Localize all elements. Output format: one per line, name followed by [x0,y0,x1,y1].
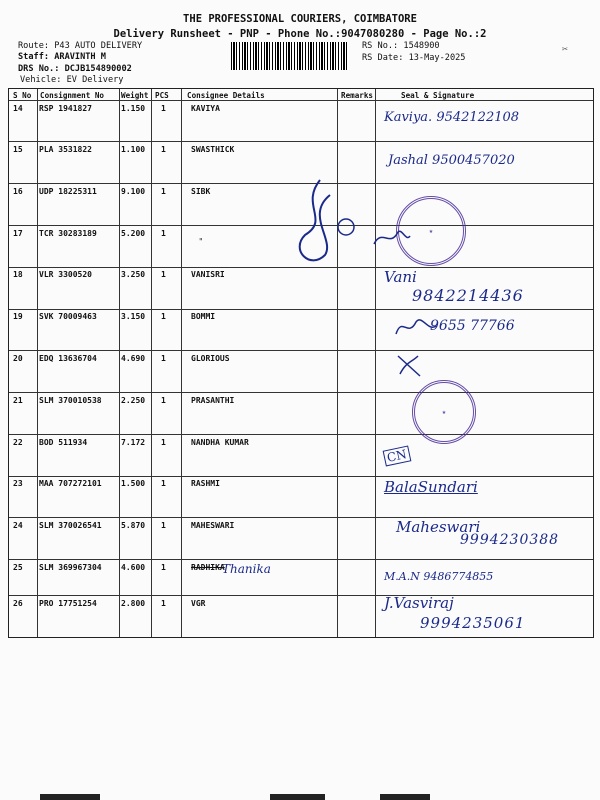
row-divider [9,392,593,393]
header-consignment: Consignment No [40,91,105,100]
row-consignment: BOD 511934 [39,438,88,447]
row-weight: 1.150 [121,104,146,113]
row-consignment: RSP 1941827 [39,104,92,113]
row-consignment: SLM 369967304 [39,563,102,572]
row-weight: 3.250 [121,270,146,279]
row-consignee: KAVIYA [191,104,220,113]
seal-stamp-icon: ★ [412,380,476,444]
row-consignee: SIBK [191,187,211,196]
header-weight: Weight [121,91,149,100]
row-consignment: PRO 17751254 [39,599,97,608]
row-consignee: NANDHA KUMAR [191,438,249,447]
row-weight: 2.800 [121,599,146,608]
row-sno: 16 [13,187,23,196]
barcode-image [231,42,349,70]
header-signature: Seal & Signature [401,91,475,100]
rs-date-label: RS Date: 13-May-2025 [362,53,466,63]
signature-row-25: M.A.N 9486774855 [384,570,494,583]
signature-row-26-name: J.Vasviraj [384,594,454,612]
signature-row-15: Jashal 9500457020 [388,153,515,168]
row-pcs: 1 [161,521,166,530]
row-weight: 7.172 [121,438,146,447]
vehicle-label: Vehicle: EV Delivery [20,75,124,85]
company-title: THE PROFESSIONAL COURIERS, COIMBATORE [183,13,417,25]
row-consignment: TCR 30283189 [39,229,97,238]
row-pcs: 1 [161,270,166,279]
signature-row-18-phone: 9842214436 [412,286,524,305]
header-divider [9,100,593,101]
route-label: Route: P43 AUTO DELIVERY [18,41,143,51]
row-consignment: VLR 3300520 [39,270,92,279]
row-divider [9,476,593,477]
signature-row-14: Kaviya. 9542122108 [384,110,520,125]
row-consignee: PRASANTHI [191,396,235,405]
row-sno: 21 [13,396,23,405]
handwritten-name-row-25: Thanika [222,562,271,576]
row-consignee: " [199,237,203,246]
column-divider [337,89,338,637]
row-pcs: 1 [161,599,166,608]
row-divider [9,517,593,518]
row-weight: 1.500 [121,479,146,488]
row-consignee: MAHESWARI [191,521,235,530]
row-sno: 22 [13,438,23,447]
row-sno: 25 [13,563,23,572]
row-sno: 19 [13,312,23,321]
column-divider [119,89,120,637]
row-pcs: 1 [161,187,166,196]
row-consignment: PLA 3531822 [39,145,92,154]
signature-row-24-phone: 9994230388 [460,532,560,548]
rs-no-label: RS No.: 1548900 [362,41,440,51]
row-divider [9,434,593,435]
row-divider [9,559,593,560]
row-sno: 26 [13,599,23,608]
row-sno: 24 [13,521,23,530]
row-weight: 5.200 [121,229,146,238]
signature-row-22: CN [383,446,411,467]
signature-row-23: BalaSundari [384,478,478,496]
row-weight: 9.100 [121,187,146,196]
header-consignee: Consignee Details [187,91,265,100]
mark-icon: ✂ [562,44,569,55]
row-consignee: GLORIOUS [191,354,230,363]
footer-mark [380,794,430,800]
row-sno: 15 [13,145,23,154]
row-pcs: 1 [161,229,166,238]
staff-label: Staff: ARAVINTH M [18,52,106,62]
signature-row-18-name: Vani [384,268,417,286]
signature-row-24-name: Maheswari [396,518,481,536]
column-divider [151,89,152,637]
row-sno: 20 [13,354,23,363]
row-pcs: 1 [161,104,166,113]
row-consignee: VGR [191,599,206,608]
row-weight: 1.100 [121,145,146,154]
signature-row-26-phone: 9994235061 [420,614,526,632]
row-consignee: VANISRI [191,270,225,279]
signature-mark-icon [394,352,424,380]
row-pcs: 1 [161,354,166,363]
row-divider [9,309,593,310]
row-weight: 5.870 [121,521,146,530]
row-sno: 17 [13,229,23,238]
row-pcs: 1 [161,479,166,488]
header-remarks: Remarks [341,91,374,100]
column-divider [37,89,38,637]
scribble-mark-icon [290,175,360,275]
row-divider [9,350,593,351]
row-divider [9,141,593,142]
runsheet-table [8,88,594,638]
drs-label: DRS No.: DCJB154890002 [18,64,132,74]
row-sno: 23 [13,479,23,488]
row-weight: 2.250 [121,396,146,405]
row-consignment: MAA 707272101 [39,479,102,488]
header-pcs: PCS [155,91,169,100]
row-weight: 4.600 [121,563,146,572]
row-pcs: 1 [161,438,166,447]
row-consignee: BOMMI [191,312,216,321]
runsheet-title: Delivery Runsheet - PNP - Phone No.:9047080280 - Page No.:2 [113,28,487,40]
header-sno: S No [13,91,32,100]
row-pcs: 1 [161,145,166,154]
signature-mark-icon [394,312,438,342]
row-pcs: 1 [161,312,166,321]
row-sno: 14 [13,104,23,113]
signature-mark-icon [372,226,412,250]
row-consignment: UDP 18225311 [39,187,97,196]
row-pcs: 1 [161,396,166,405]
row-consignment: EDQ 13636704 [39,354,97,363]
row-consignee: RASHMI [191,479,220,488]
row-consignment: SLM 370026541 [39,521,102,530]
row-pcs: 1 [161,563,166,572]
column-divider [375,89,376,637]
row-consignment: SLM 370010538 [39,396,102,405]
signature-row-19: 9655 77766 [430,318,515,334]
row-divider [9,595,593,596]
row-consignment: SVK 70009463 [39,312,97,321]
footer-mark [270,794,325,800]
row-sno: 18 [13,270,23,279]
column-divider [181,89,182,637]
row-consignee: RADHIKA [191,563,225,572]
seal-stamp-icon: ★ [396,196,466,266]
row-weight: 4.690 [121,354,146,363]
row-consignee: SWASTHICK [191,145,235,154]
row-weight: 3.150 [121,312,146,321]
footer-mark [40,794,100,800]
